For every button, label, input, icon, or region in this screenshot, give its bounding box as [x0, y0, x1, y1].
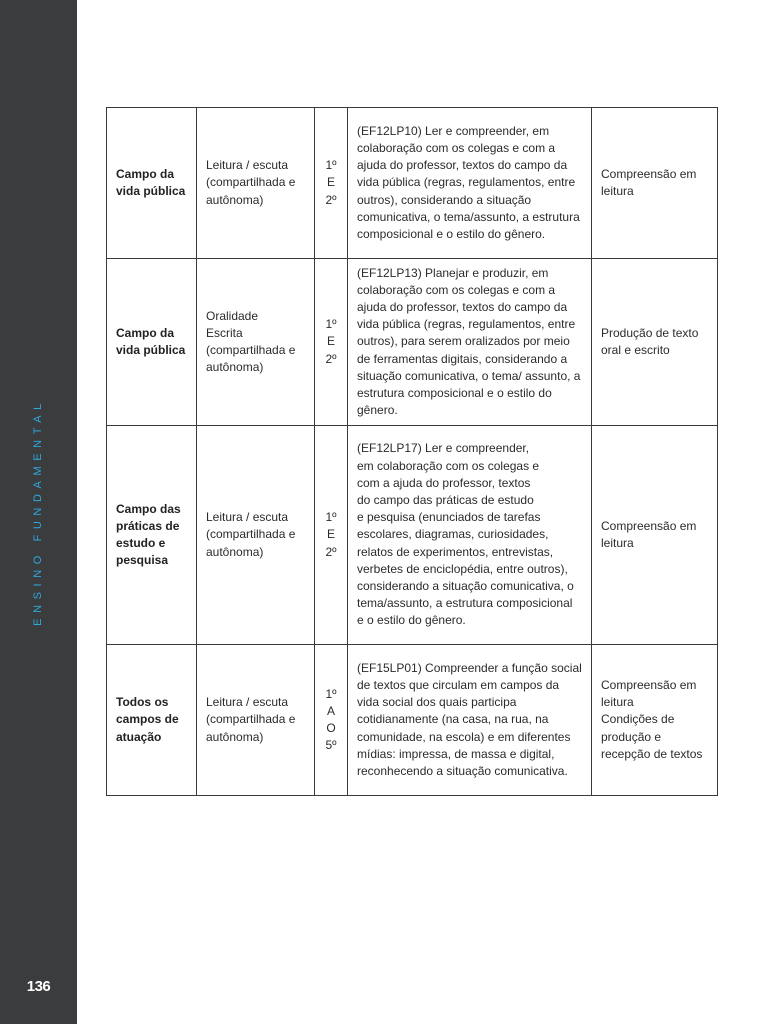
campo-cell: Campo da vida pública	[107, 108, 197, 259]
habilidade-cell: (EF12LP17) Ler e compreender, em colaboração com os colegas e com a ajuda do professor, textos do campo das práticas de estudo e pesquisa (enunciados de tarefas escolares, diagramas, curiosidades, relatos de experimentos, entrevistas, verbetes de enciclopédia, entre outros), considerando a situação comunicativa, o tema/assunto, a estrutura composicional e o estilo do gênero.	[348, 426, 592, 645]
table-row	[107, 259, 718, 426]
campo-cell: Campo da vida pública	[107, 259, 197, 426]
table-row	[107, 108, 718, 259]
pratica-cell: Leitura / escuta (compartilhada e autônoma)	[197, 645, 315, 796]
curriculum-table	[106, 107, 718, 796]
campo-cell: Campo das práticas de estudo e pesquisa	[107, 426, 197, 645]
table-row	[107, 645, 718, 796]
habilidade-cell: (EF12LP13) Planejar e produzir, em colaboração com os colegas e com a ajuda do professor, textos do campo da vida pública (regras, regulamentos, entre outros), para serem oralizados por meio de ferramentas digitais, considerando a situação comunicativa, o tema/ assunto, a estrutura composicional e o estilo do gênero.	[348, 259, 592, 426]
pratica-cell: Leitura / escuta (compartilhada e autônoma)	[197, 108, 315, 259]
ano-cell: 1º E 2º	[315, 426, 348, 645]
objeto-cell: Compreensão em leitura	[592, 108, 718, 259]
habilidade-cell: (EF12LP10) Ler e compreender, em colaboração com os colegas e com a ajuda do professor, textos do campo da vida pública (regras, regulamentos, entre outros), considerando a situação comunicativa, o tema/assunto, a estrutura composicional e o estilo do gênero.	[348, 108, 592, 259]
section-label: ENSINO FUNDAMENTAL	[32, 398, 44, 626]
table-row	[107, 426, 718, 645]
objeto-cell: Compreensão em leitura	[592, 426, 718, 645]
ano-cell: 1º E 2º	[315, 108, 348, 259]
page-number: 136	[26, 978, 51, 995]
pratica-cell: Leitura / escuta (compartilhada e autônoma)	[197, 426, 315, 645]
sidebar	[0, 0, 77, 1024]
pratica-cell: Oralidade Escrita (compartilhada e autônoma)	[197, 259, 315, 426]
ano-cell: 1º AO 5º	[315, 645, 348, 796]
objeto-cell: Produção de texto oral e escrito	[592, 259, 718, 426]
campo-cell: Todos os campos de atuação	[107, 645, 197, 796]
objeto-cell: Compreensão em leitura Condições de produção e recepção de textos	[592, 645, 718, 796]
habilidade-cell: (EF15LP01) Compreender a função social de textos que circulam em campos da vida social dos quais participa cotidianamente (na casa, na rua, na comunidade, na escola) e em diferentes mídias: impressa, de massa e digital, reconhecendo a situação comunicativa.	[348, 645, 592, 796]
ano-cell: 1º E 2º	[315, 259, 348, 426]
